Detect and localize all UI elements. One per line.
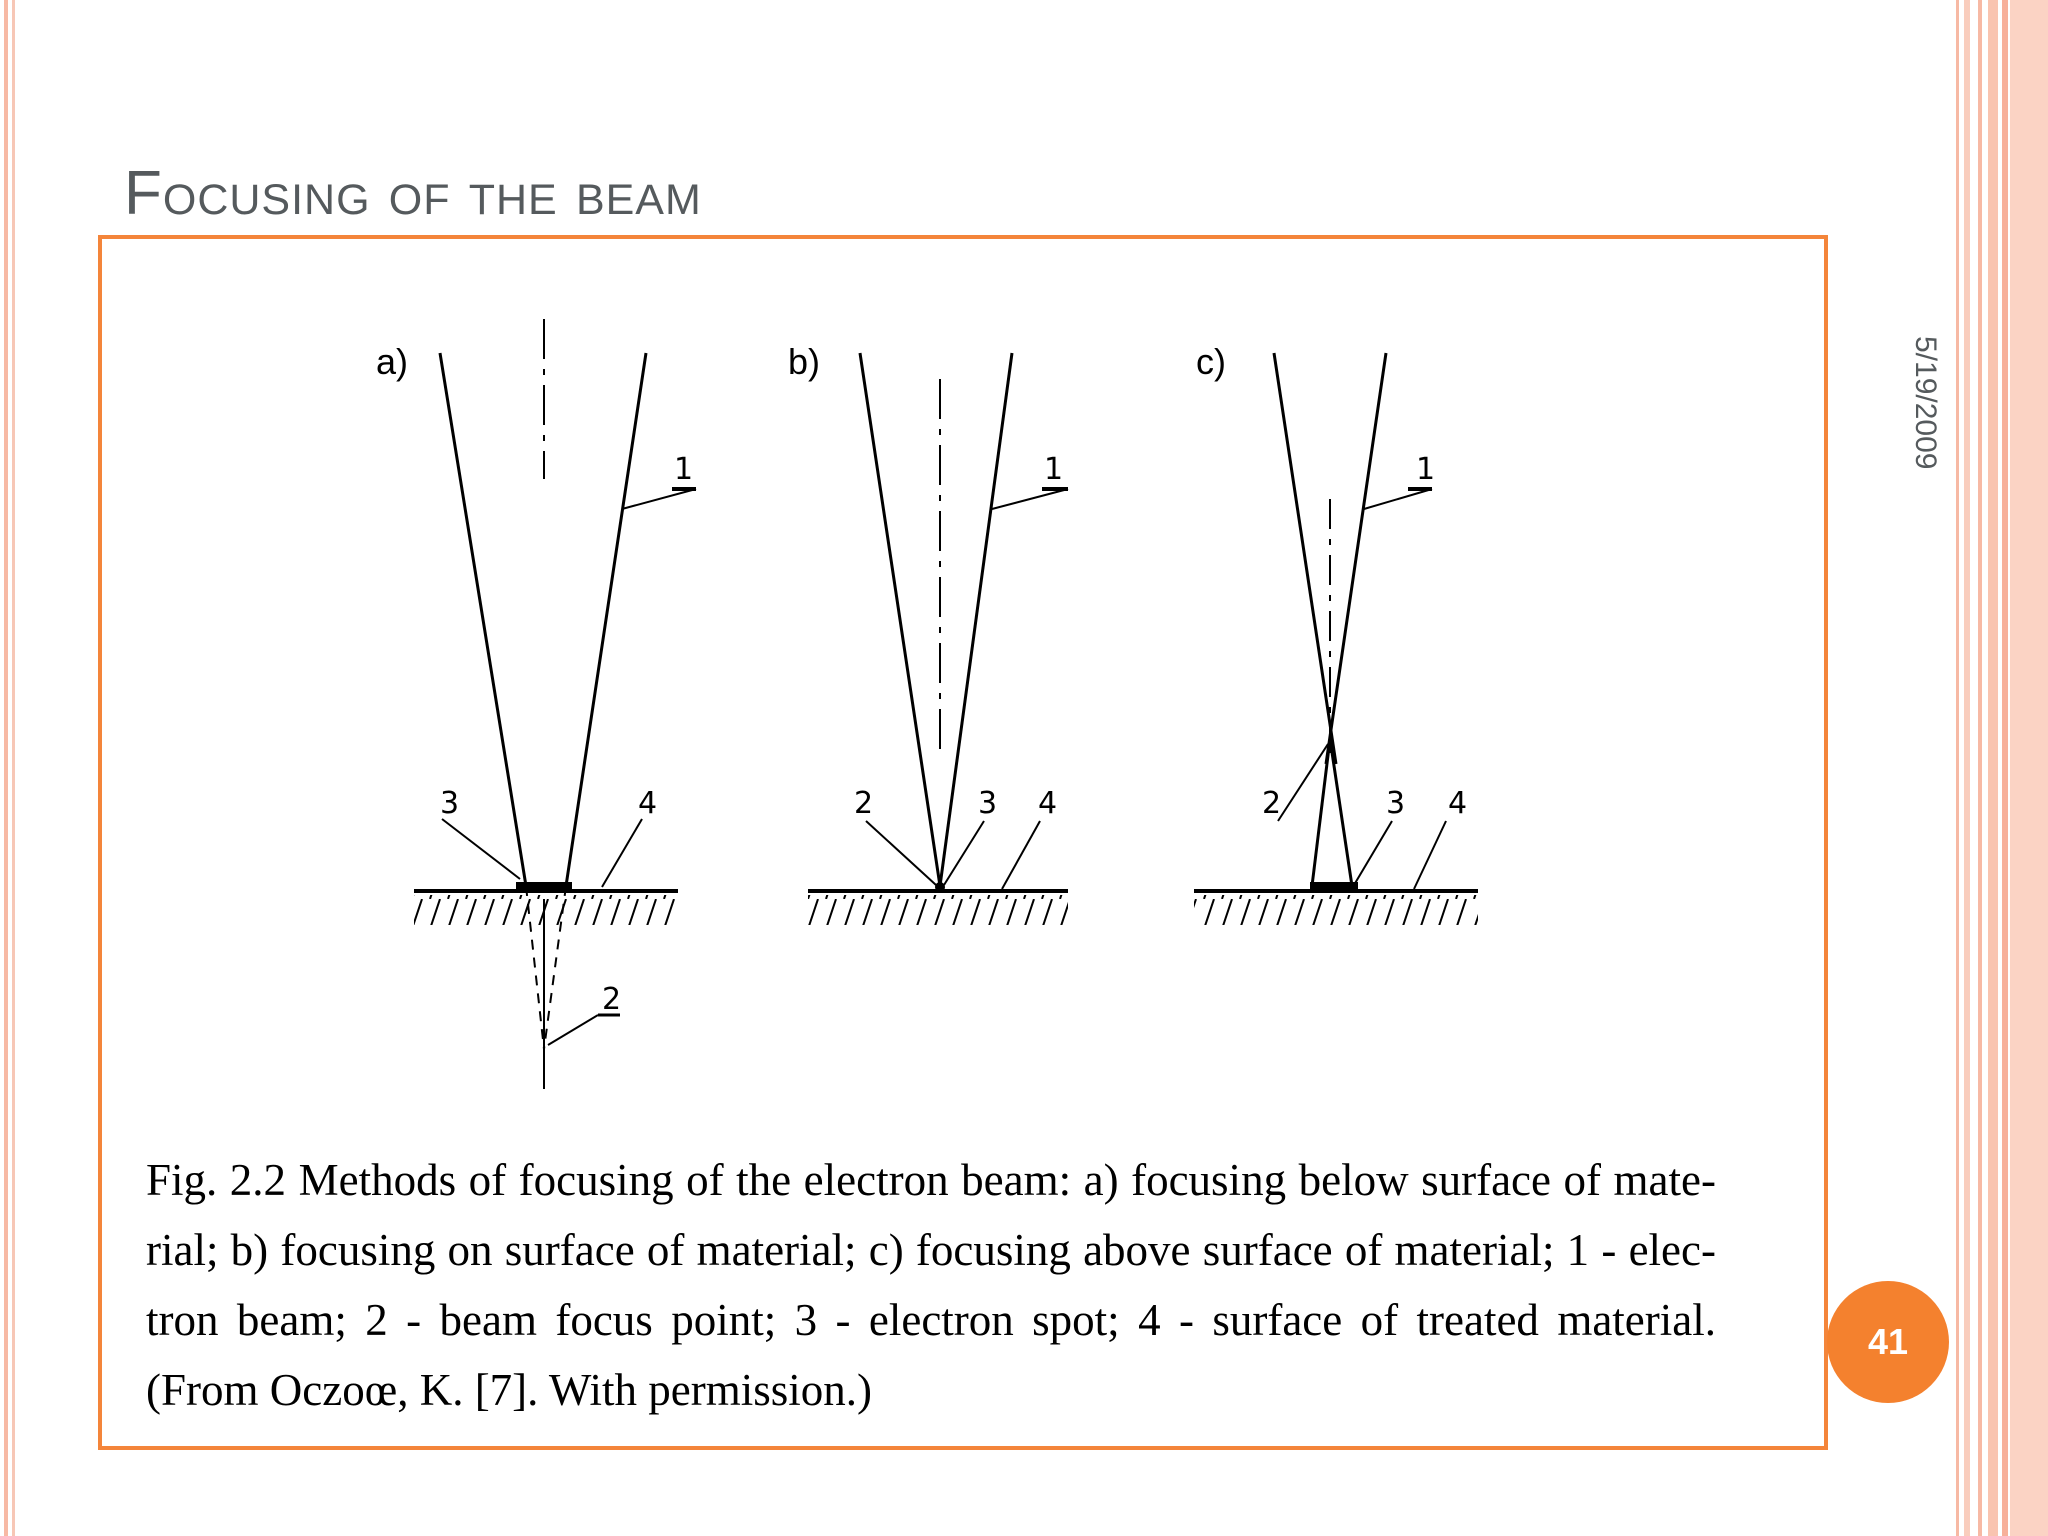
callout-4: 4 <box>1038 786 1058 821</box>
panel-c-label: c) <box>1196 341 1226 382</box>
callout-2: 2 <box>854 786 874 821</box>
leader-line <box>944 821 984 885</box>
callout-4: 4 <box>1448 786 1468 821</box>
beam-diverge-left <box>1312 739 1330 886</box>
caption-line: rial; b) focusing on surface of material; c) focusing above surface of material; 1 - elec- <box>146 1225 1716 1275</box>
slide-date-container <box>1900 336 1940 496</box>
callout-3: 3 <box>1386 786 1406 821</box>
callout-3: 3 <box>978 786 998 821</box>
left-border-stripe <box>4 0 8 1536</box>
right-border-stripe <box>1964 0 1970 1536</box>
slide-number: 41 <box>1867 1321 1909 1362</box>
slide-number-badge <box>1827 1281 1949 1403</box>
panel-b <box>788 341 1068 925</box>
callout-1: 1 <box>1416 452 1436 487</box>
figure-caption <box>146 1145 1716 1425</box>
callout-2: 2 <box>602 982 622 1017</box>
callout-1: 1 <box>674 452 694 487</box>
leader-line <box>1002 821 1040 889</box>
beam-edge-right <box>1326 353 1386 764</box>
caption-line: tron beam; 2 - beam focus point; 3 - electron spot; 4 - surface of treated material. <box>146 1295 1716 1345</box>
leader-line <box>1414 821 1446 889</box>
right-border-stripe <box>2002 0 2008 1536</box>
leader-line <box>992 489 1068 509</box>
right-border-stripe <box>1978 0 1982 1536</box>
slide-date: 5/19/2009 <box>1909 336 1942 470</box>
leader-line <box>442 819 520 879</box>
slide-title: Focusing of the beam <box>124 159 702 228</box>
leader-line <box>866 821 936 885</box>
beam-diverge-right <box>1330 739 1352 886</box>
callout-1: 1 <box>1044 452 1064 487</box>
panel-c <box>1194 341 1478 925</box>
leader-line <box>1354 821 1392 885</box>
right-border-stripe <box>1988 0 1998 1536</box>
panel-b-label: b) <box>788 341 821 382</box>
material-hatching <box>808 895 1068 925</box>
leader-line <box>548 1015 598 1045</box>
beam-edge-right <box>940 353 1012 886</box>
callout-3: 3 <box>440 786 460 821</box>
beam-edge-left <box>1274 353 1336 764</box>
material-hatching <box>1194 895 1478 925</box>
panel-a <box>376 319 696 1089</box>
leader-line <box>602 819 642 887</box>
leader-line <box>622 489 696 509</box>
left-decorative-border <box>0 0 22 1536</box>
right-decorative-border <box>1948 0 2048 1536</box>
callout-2: 2 <box>1262 786 1282 821</box>
leader-line <box>1364 489 1432 509</box>
right-border-stripe <box>1956 0 1959 1536</box>
panel-a-label: a) <box>376 341 409 382</box>
caption-line: (From Oczoœ, K. [7]. With permission.) <box>146 1365 872 1415</box>
beam-edge-right <box>566 353 646 886</box>
left-border-stripe <box>12 0 15 1536</box>
caption-line: Fig. 2.2 Methods of focusing of the electron beam: a) focusing below surface of mate- <box>146 1155 1716 1205</box>
right-border-stripe <box>2010 0 2048 1536</box>
material-hatching <box>414 895 678 925</box>
callout-4: 4 <box>638 786 658 821</box>
